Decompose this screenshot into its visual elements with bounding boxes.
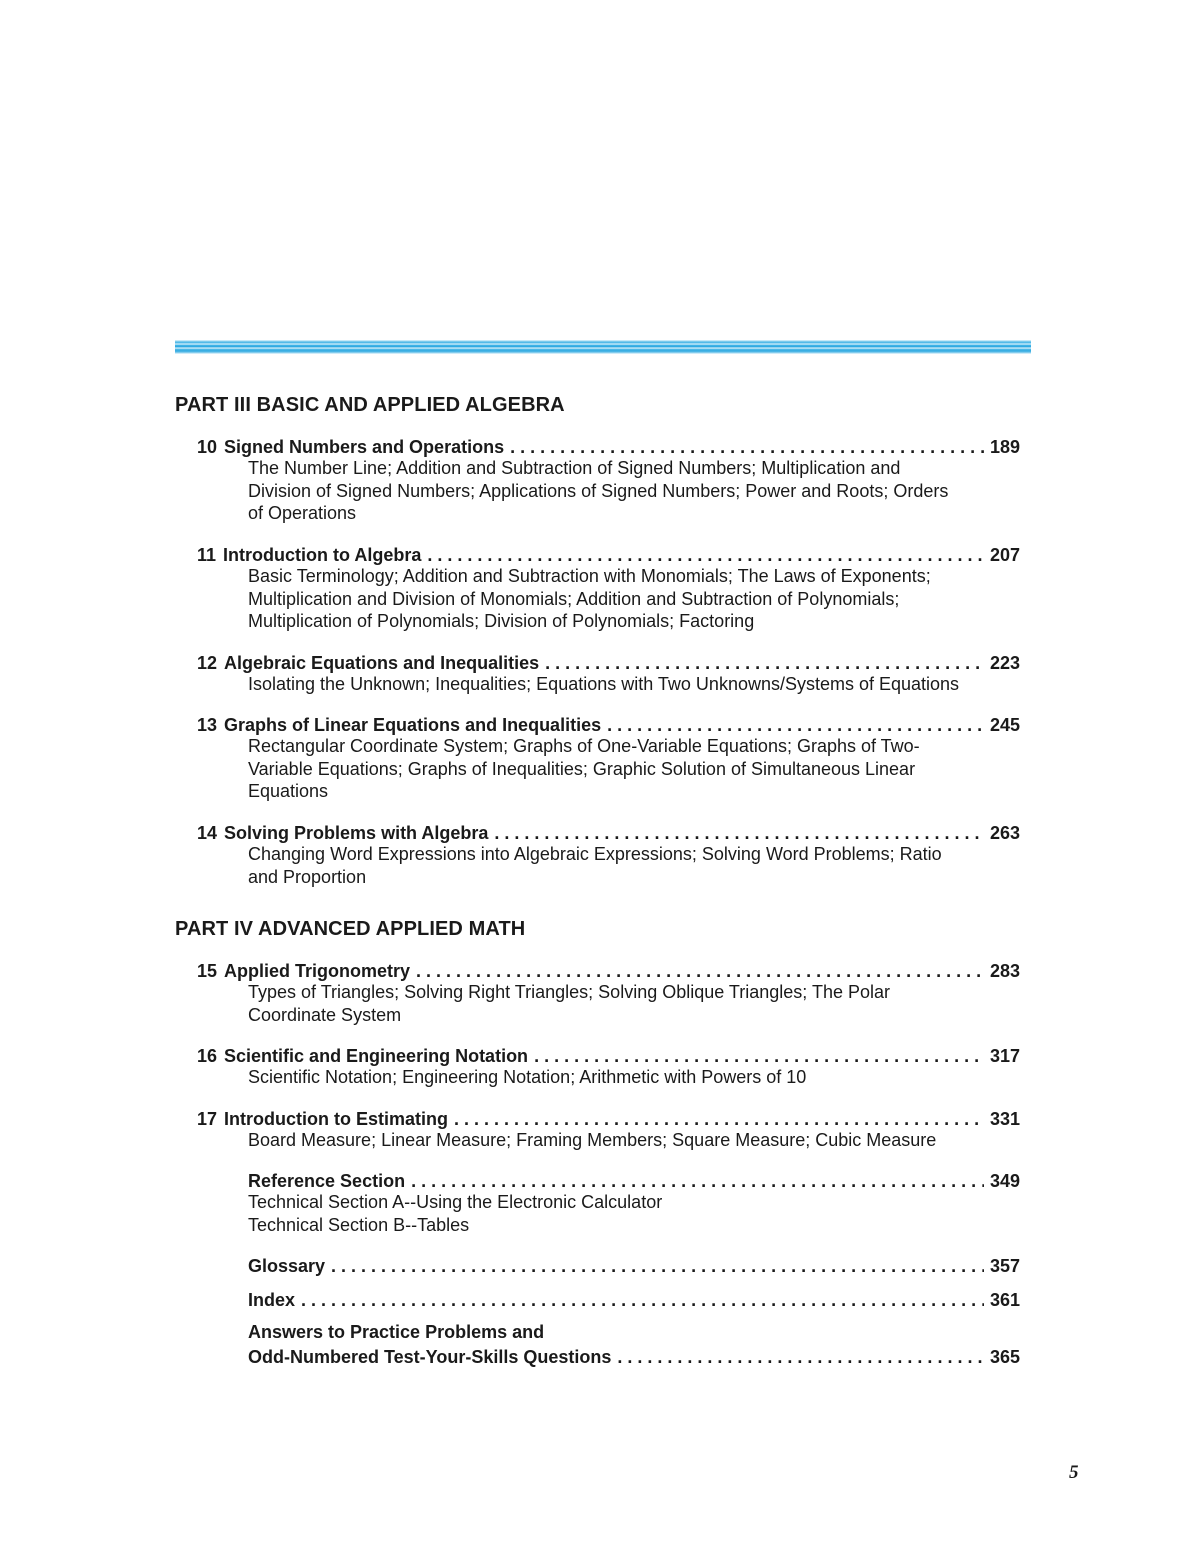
description-line: Types of Triangles; Solving Right Triangles; Solving Oblique Triangles; The Polar [248,982,891,1002]
toc-entry[interactable] [197,542,1020,566]
description-line: Coordinate System [248,1004,402,1025]
description-line: and Proportion [248,866,367,887]
chapter-number: 11 [197,545,217,565]
chapter-description [248,565,1008,633]
page-ref: 357 [989,1256,1020,1276]
chapter-description [248,1129,1008,1152]
dot-leader [331,1256,984,1277]
chapter-number: 15 [197,961,218,981]
dot-leader [607,715,984,736]
description-line: Technical Section B--Tables [248,1214,470,1235]
toc-entry[interactable] [197,958,1020,982]
toc-entry[interactable] [197,1106,1020,1130]
chapter-number: 17 [197,1109,218,1129]
chapter-title: Scientific and Engineering Notation [224,1046,529,1066]
toc-entry[interactable] [197,650,1020,674]
page-ref: 349 [989,1171,1020,1191]
page-ref: 283 [989,961,1020,981]
answers-title-line[interactable]: Answers to Practice Problems and [248,1322,545,1342]
toc-entry[interactable] [197,712,1020,736]
description-line: Technical Section A--Using the Electronic Calculator [248,1192,663,1212]
dot-leader [411,1171,984,1192]
chapter-title: Solving Problems with Algebra [224,823,489,843]
description-line: Isolating the Unknown; Inequalities; Equations with Two Unknowns/Systems of Equations [248,674,960,694]
toc-entry-answers[interactable] [248,1344,1020,1368]
chapter-description [248,735,1008,803]
chapter-title: Introduction to Algebra [223,545,422,565]
dot-leader [534,1046,984,1067]
chapter-title: Signed Numbers and Operations [224,437,505,457]
chapter-description [248,1066,1008,1089]
page-ref: 207 [989,545,1020,565]
page-ref: 223 [989,653,1020,673]
reference-description [248,1191,1008,1236]
chapter-description [248,673,1008,696]
chapter-description [248,457,1008,525]
dot-leader [416,961,984,982]
toc-entry-reference[interactable] [248,1168,1020,1192]
page-ref: 263 [989,823,1020,843]
toc-entry[interactable] [197,1043,1020,1067]
page-ref: 365 [989,1347,1020,1367]
chapter-number: 12 [197,653,218,673]
toc-entry-glossary[interactable] [248,1253,1020,1277]
chapter-title: Algebraic Equations and Inequalities [224,653,540,673]
part-title: PART IV ADVANCED APPLIED MATH [175,918,526,940]
description-line: Equations [248,781,329,802]
description-line: Multiplication of Polynomials; Division of Polynomials; Factoring [248,611,755,632]
dot-leader [545,653,984,674]
description-line: of Operations [248,503,357,524]
page-ref: 361 [989,1290,1020,1310]
chapter-number: 16 [197,1046,218,1066]
dot-leader [510,437,984,458]
header-rule [175,340,1031,354]
dot-leader [494,823,984,844]
page-ref: 317 [989,1046,1020,1066]
chapter-title: Introduction to Estimating [224,1109,449,1129]
toc-entry-index[interactable] [248,1287,1020,1311]
description-line: Variable Equations; Graphs of Inequalities; Graphic Solution of Simultaneous Linear [248,758,916,779]
dot-leader [301,1290,984,1311]
description-line: Changing Word Expressions into Algebraic Expressions; Solving Word Problems; Ratio [248,844,942,864]
description-line: Board Measure; Linear Measure; Framing Members; Square Measure; Cubic Measure [248,1130,937,1150]
chapter-title: Applied Trigonometry [224,961,411,981]
entry-title: Glossary [248,1256,326,1276]
description-line: Scientific Notation; Engineering Notation; Arithmetic with Powers of 10 [248,1067,807,1087]
chapter-title: Graphs of Linear Equations and Inequalities [224,715,602,735]
toc-entry[interactable] [197,820,1020,844]
description-line: Division of Signed Numbers; Applications of Signed Numbers; Power and Roots; Orders [248,480,949,501]
description-line: Multiplication and Division of Monomials; Addition and Subtraction of Polynomials; [248,588,900,609]
entry-title: Index [248,1290,296,1310]
chapter-number: 14 [197,823,218,843]
description-line: The Number Line; Addition and Subtraction of Signed Numbers; Multiplication and [248,458,901,478]
page-number: 5 [1069,1462,1079,1483]
page-ref: 331 [989,1109,1020,1129]
page-ref: 189 [989,437,1020,457]
part-title: PART III BASIC AND APPLIED ALGEBRA [175,394,565,416]
chapter-description [248,981,1008,1026]
dot-leader [454,1109,984,1130]
description-line: Basic Terminology; Addition and Subtraction with Monomials; The Laws of Exponents; [248,566,931,586]
page-ref: 245 [989,715,1020,735]
chapter-number: 10 [197,437,218,457]
dot-leader [617,1347,984,1368]
entry-title: Odd-Numbered Test-Your-Skills Questions [248,1347,612,1367]
chapter-description [248,843,1008,888]
dot-leader [427,545,984,566]
toc-entry[interactable] [197,434,1020,458]
entry-title: Reference Section [248,1171,406,1191]
chapter-number: 13 [197,715,218,735]
description-line: Rectangular Coordinate System; Graphs of One-Variable Equations; Graphs of Two- [248,736,920,756]
